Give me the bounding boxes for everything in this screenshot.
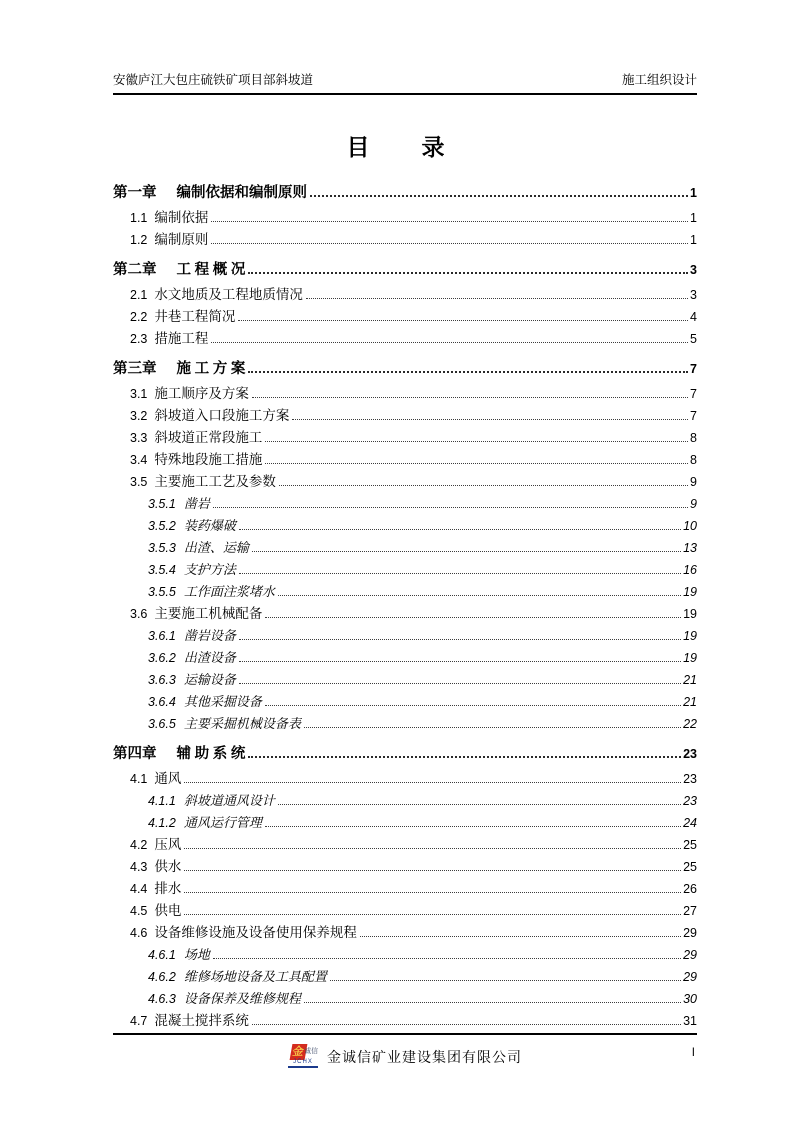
toc-entry-page-number: 22 xyxy=(683,717,697,731)
toc-dot-leader xyxy=(265,705,681,706)
toc-entry-number: 4.1.2 xyxy=(148,816,176,830)
toc-entry-title: 其他采掘设备 xyxy=(183,694,262,709)
toc-entry[interactable] xyxy=(148,669,697,691)
toc-entry-page-number: 24 xyxy=(683,816,697,830)
toc-entry-page-number: 7 xyxy=(690,409,697,423)
toc-dot-leader xyxy=(360,936,681,937)
toc-entry[interactable] xyxy=(113,743,697,764)
toc-dot-leader xyxy=(239,573,681,574)
toc-dot-leader xyxy=(211,221,688,222)
toc-entry-number: 3.5.1 xyxy=(148,497,176,511)
toc-entry-number: 3.4 xyxy=(130,453,148,467)
toc-entry[interactable] xyxy=(113,182,697,203)
header-right-text: 施工组织设计 xyxy=(621,73,697,87)
toc-entry[interactable] xyxy=(130,1010,697,1032)
toc-entry-page-number: 9 xyxy=(690,475,697,489)
toc-entry-number: 4.3 xyxy=(130,860,148,874)
toc-dot-leader xyxy=(252,1024,681,1025)
toc-entry[interactable] xyxy=(130,834,697,856)
logo-flag-shape: 金 xyxy=(290,1044,308,1060)
toc-entry-title: 凿岩设备 xyxy=(183,628,236,643)
toc-entry-number: 4.2 xyxy=(130,838,148,852)
toc-entry[interactable] xyxy=(130,856,697,878)
toc-entry-title: 斜坡道通风设计 xyxy=(183,793,275,808)
page-title: 目 录 xyxy=(346,135,447,160)
toc-entry-title: 出渣设备 xyxy=(183,650,236,665)
toc-entry-number: 4.6.2 xyxy=(148,970,176,984)
toc-dot-leader xyxy=(184,782,681,783)
toc-entry-page-number: 4 xyxy=(690,310,697,324)
toc-entry-title: 工作面注浆堵水 xyxy=(183,584,275,599)
toc-entry-page-number: 19 xyxy=(683,585,697,599)
toc-entry-title: 主要施工机械配备 xyxy=(154,606,263,621)
page-number: I xyxy=(691,1047,695,1059)
toc-entry-number: 3.6.2 xyxy=(148,651,176,665)
toc-dot-leader xyxy=(238,320,688,321)
toc-dot-leader xyxy=(213,958,681,959)
toc-entry-number: 3.2 xyxy=(130,409,148,423)
toc-entry-title: 通风运行管理 xyxy=(183,815,262,830)
toc-entry-title: 设备维修设施及设备使用保养规程 xyxy=(154,925,357,940)
toc-entry-number: 第三章 xyxy=(113,361,157,377)
toc-entry-number: 3.5.2 xyxy=(148,519,176,533)
toc-entry[interactable] xyxy=(130,900,697,922)
toc-entry-number: 4.4 xyxy=(130,882,148,896)
toc-entry-title: 通风 xyxy=(154,771,182,786)
toc-dot-leader xyxy=(184,848,681,849)
toc-entry-page-number: 3 xyxy=(690,288,697,302)
toc-dot-leader xyxy=(265,463,688,464)
toc-entry[interactable] xyxy=(148,812,697,834)
toc-dot-leader xyxy=(248,756,681,758)
toc-entry[interactable] xyxy=(130,306,697,328)
toc-entry[interactable] xyxy=(148,581,697,603)
toc-entry-title: 运输设备 xyxy=(183,672,236,687)
toc-entry-page-number: 1 xyxy=(690,186,697,200)
toc-entry-title: 装药爆破 xyxy=(183,518,236,533)
toc-dot-leader xyxy=(239,529,681,530)
toc-entry-number: 3.5.4 xyxy=(148,563,176,577)
toc-entry-page-number: 21 xyxy=(683,673,697,687)
toc-dot-leader xyxy=(310,195,688,197)
company-logo-icon xyxy=(288,1044,318,1069)
toc-entry[interactable] xyxy=(148,493,697,515)
toc-entry-page-number: 25 xyxy=(683,838,697,852)
toc-entry-page-number: 5 xyxy=(690,332,697,346)
toc-entry[interactable] xyxy=(130,383,697,405)
toc-entry-page-number: 8 xyxy=(690,453,697,467)
toc-entry-number: 3.1 xyxy=(130,387,148,401)
toc-entry[interactable] xyxy=(130,207,697,229)
toc-entry-page-number: 19 xyxy=(683,629,697,643)
toc-entry-page-number: 19 xyxy=(683,651,697,665)
toc-entry-number: 4.6 xyxy=(130,926,148,940)
toc-entry-number: 第一章 xyxy=(113,185,157,201)
toc-entry-title: 主要采掘机械设备表 xyxy=(183,716,301,731)
toc-entry[interactable] xyxy=(148,988,697,1010)
toc-entry-number: 2.1 xyxy=(130,288,148,302)
toc-entry-number: 4.1.1 xyxy=(148,794,176,808)
toc-entry[interactable] xyxy=(148,713,697,735)
toc-entry[interactable] xyxy=(113,259,697,280)
toc-entry-page-number: 1 xyxy=(690,233,697,247)
toc-dot-leader xyxy=(239,683,681,684)
toc-entry-title: 设备保养及维修规程 xyxy=(183,991,301,1006)
toc-entry[interactable] xyxy=(130,328,697,350)
toc-dot-leader xyxy=(211,243,688,244)
toc-dot-leader xyxy=(239,661,681,662)
toc-dot-leader xyxy=(184,892,681,893)
toc-entry-title: 辅 助 系 统 xyxy=(176,746,246,762)
toc-entry-page-number: 8 xyxy=(690,431,697,445)
toc-entry-title: 斜坡道正常段施工 xyxy=(154,430,263,445)
toc-entry-title: 出渣、运输 xyxy=(183,540,249,555)
toc-dot-leader xyxy=(279,485,688,486)
toc-entry-title: 措施工程 xyxy=(154,331,209,346)
toc-entry-number: 第四章 xyxy=(113,746,157,762)
table-of-contents xyxy=(113,174,697,1032)
toc-entry[interactable] xyxy=(148,559,697,581)
toc-entry[interactable] xyxy=(130,603,697,625)
toc-dot-leader xyxy=(330,980,681,981)
toc-entry-title: 工 程 概 况 xyxy=(176,262,246,278)
toc-entry-title: 斜坡道入口段施工方案 xyxy=(154,408,290,423)
logo-sub-text: JCHX xyxy=(288,1059,318,1068)
toc-entry[interactable] xyxy=(130,427,697,449)
toc-entry-title: 施 工 方 案 xyxy=(176,361,246,377)
toc-entry-number: 4.1 xyxy=(130,772,148,786)
toc-entry-title: 场地 xyxy=(183,947,210,962)
toc-entry-number: 3.6 xyxy=(130,607,148,621)
toc-entry[interactable] xyxy=(130,768,697,790)
toc-entry[interactable] xyxy=(130,878,697,900)
toc-entry-number: 4.6.3 xyxy=(148,992,176,1006)
toc-entry[interactable] xyxy=(130,405,697,427)
toc-entry-number: 4.7 xyxy=(130,1014,148,1028)
toc-dot-leader xyxy=(248,272,688,274)
toc-entry[interactable] xyxy=(148,537,697,559)
toc-entry-page-number: 21 xyxy=(683,695,697,709)
toc-entry-number: 2.3 xyxy=(130,332,148,346)
toc-entry-page-number: 25 xyxy=(683,860,697,874)
toc-entry-title: 施工顺序及方案 xyxy=(154,386,249,401)
toc-dot-leader xyxy=(278,595,681,596)
toc-dot-leader xyxy=(248,371,688,373)
toc-entry-title: 水文地质及工程地质情况 xyxy=(154,287,303,302)
toc-entry-number: 1.1 xyxy=(130,211,148,225)
toc-entry-title: 混凝土搅拌系统 xyxy=(154,1013,249,1028)
toc-dot-leader xyxy=(265,441,688,442)
toc-entry-title: 特殊地段施工措施 xyxy=(154,452,263,467)
toc-dot-leader xyxy=(184,914,681,915)
toc-dot-leader xyxy=(213,507,688,508)
toc-entry-page-number: 19 xyxy=(683,607,697,621)
toc-entry-page-number: 27 xyxy=(683,904,697,918)
toc-entry-title: 支护方法 xyxy=(183,562,236,577)
toc-dot-leader xyxy=(184,870,681,871)
toc-entry-page-number: 29 xyxy=(683,926,697,940)
toc-entry-number: 3.5.3 xyxy=(148,541,176,555)
toc-entry-page-number: 9 xyxy=(690,497,697,511)
toc-entry-number: 第二章 xyxy=(113,262,157,278)
toc-entry-title: 供水 xyxy=(154,859,182,874)
toc-entry-number: 2.2 xyxy=(130,310,148,324)
toc-entry-page-number: 7 xyxy=(690,387,697,401)
toc-entry[interactable] xyxy=(130,449,697,471)
toc-dot-leader xyxy=(211,342,688,343)
toc-entry[interactable] xyxy=(130,471,697,493)
toc-entry-page-number: 1 xyxy=(690,211,697,225)
toc-entry-number: 3.6.1 xyxy=(148,629,176,643)
toc-entry-page-number: 26 xyxy=(683,882,697,896)
toc-entry-number: 3.6.4 xyxy=(148,695,176,709)
toc-entry-number: 4.6.1 xyxy=(148,948,176,962)
toc-entry-title: 编制原则 xyxy=(154,232,209,247)
toc-dot-leader xyxy=(265,826,681,827)
toc-entry-title: 编制依据和编制原则 xyxy=(176,185,307,201)
toc-entry-page-number: 30 xyxy=(683,992,697,1006)
toc-dot-leader xyxy=(304,1002,681,1003)
toc-entry-title: 供电 xyxy=(154,903,182,918)
toc-entry-number: 1.2 xyxy=(130,233,148,247)
toc-entry[interactable] xyxy=(130,284,697,306)
toc-dot-leader xyxy=(252,397,688,398)
toc-entry-page-number: 23 xyxy=(683,747,697,761)
toc-entry-number: 3.5.5 xyxy=(148,585,176,599)
toc-entry-page-number: 23 xyxy=(683,794,697,808)
toc-entry[interactable] xyxy=(148,515,697,537)
toc-entry-title: 维修场地设备及工具配置 xyxy=(183,969,327,984)
page-footer xyxy=(113,1033,697,1069)
toc-entry-number: 3.5 xyxy=(130,475,148,489)
toc-entry-page-number: 7 xyxy=(690,362,697,376)
toc-entry[interactable] xyxy=(148,790,697,812)
toc-entry-page-number: 31 xyxy=(683,1014,697,1028)
toc-entry-title: 压风 xyxy=(154,837,182,852)
toc-entry[interactable] xyxy=(148,944,697,966)
toc-entry-title: 主要施工工艺及参数 xyxy=(154,474,276,489)
toc-entry[interactable] xyxy=(113,358,697,379)
page-header xyxy=(113,70,697,95)
toc-entry[interactable] xyxy=(130,922,697,944)
toc-entry-page-number: 23 xyxy=(683,772,697,786)
toc-entry-title: 凿岩 xyxy=(183,496,210,511)
toc-entry-number: 3.6.5 xyxy=(148,717,176,731)
toc-dot-leader xyxy=(265,617,681,618)
toc-dot-leader xyxy=(278,804,681,805)
toc-entry[interactable] xyxy=(148,625,697,647)
toc-entry[interactable] xyxy=(148,647,697,669)
toc-entry-title: 编制依据 xyxy=(154,210,209,225)
logo-side-text: 诚信 xyxy=(304,1047,318,1055)
toc-entry-page-number: 29 xyxy=(683,948,697,962)
toc-entry-title: 排水 xyxy=(154,881,182,896)
company-name: 金诚信矿业建设集团有限公司 xyxy=(327,1050,522,1066)
toc-entry-page-number: 29 xyxy=(683,970,697,984)
toc-dot-leader xyxy=(306,298,688,299)
toc-entry-page-number: 16 xyxy=(683,563,697,577)
toc-entry-page-number: 3 xyxy=(690,263,697,277)
header-left-text: 安徽庐江大包庄硫铁矿项目部斜坡道 xyxy=(113,73,314,87)
toc-entry[interactable] xyxy=(148,966,697,988)
toc-entry-title: 井巷工程简况 xyxy=(154,309,236,324)
toc-dot-leader xyxy=(252,551,681,552)
toc-dot-leader xyxy=(304,727,681,728)
toc-entry-number: 3.3 xyxy=(130,431,148,445)
toc-entry-page-number: 13 xyxy=(683,541,697,555)
toc-entry-number: 4.5 xyxy=(130,904,148,918)
toc-entry-page-number: 10 xyxy=(683,519,697,533)
toc-entry[interactable] xyxy=(130,229,697,251)
toc-entry[interactable] xyxy=(148,691,697,713)
toc-dot-leader xyxy=(292,419,688,420)
toc-dot-leader xyxy=(239,639,681,640)
toc-entry-number: 3.6.3 xyxy=(148,673,176,687)
